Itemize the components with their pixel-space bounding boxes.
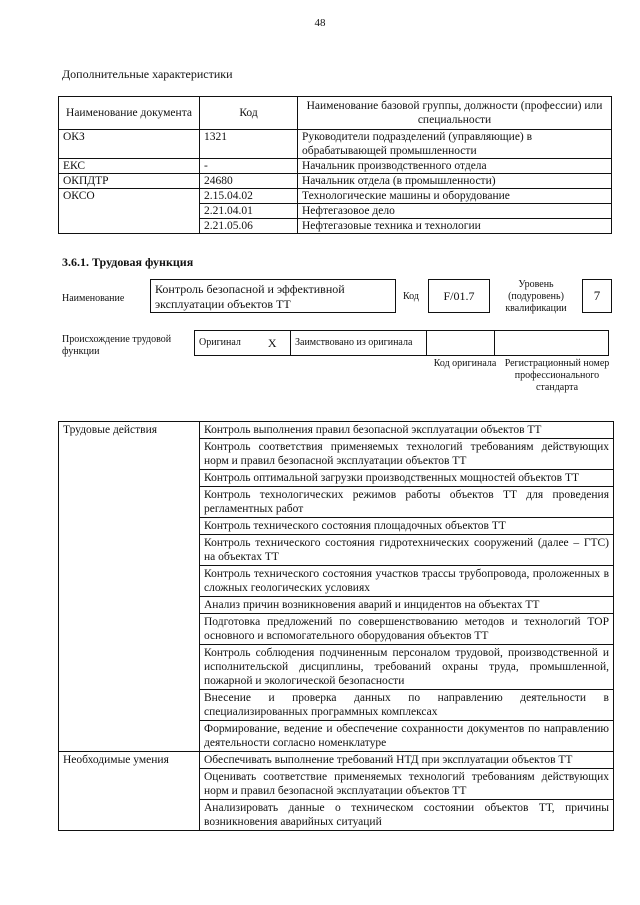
original-label: Оригинал xyxy=(195,331,255,356)
group-name-cell: Руководители подразделений (управляющие) в обрабатывающей промышленности xyxy=(298,130,612,159)
code-original-cell xyxy=(427,331,495,356)
document-cell: ОКСО xyxy=(59,189,200,204)
extra-characteristics-title: Дополнительные характеристики xyxy=(62,67,233,81)
table-row xyxy=(59,752,614,769)
code-cell: - xyxy=(200,159,298,174)
table-row xyxy=(59,130,612,159)
table-row xyxy=(59,159,612,174)
code-cell: 24680 xyxy=(200,174,298,189)
reg-number-cell xyxy=(495,331,609,356)
header-group-name: Наименование базовой группы, должности (профессии) или специальности xyxy=(298,97,612,130)
list-item: Контроль оптимальной загрузки производственных мощностей объектов ТТ xyxy=(200,470,614,487)
group-label: Необходимые умения xyxy=(59,752,200,831)
code-original-caption: Код оригинала xyxy=(433,358,497,369)
code-label: Код xyxy=(403,291,419,302)
list-item: Оценивать соответствие применяемых технологий требованиям действующих норм и правил безопасной эксплуатации объектов ТТ xyxy=(200,769,614,800)
table-row xyxy=(59,219,612,234)
list-item: Анализ причин возникновения аварий и инцидентов на объектах ТТ xyxy=(200,597,614,614)
list-item: Подготовка предложений по совершенствованию методов и технологий ТОР основного и вспомогательного оборудования объектов ТТ xyxy=(200,614,614,645)
table-header-row xyxy=(59,97,612,130)
code-cell: 2.21.04.01 xyxy=(200,204,298,219)
header-code: Код xyxy=(200,97,298,130)
extra-characteristics-table xyxy=(58,96,612,234)
level-value: 7 xyxy=(582,279,612,313)
borrowed-label: Заимствовано из оригинала xyxy=(291,331,427,356)
name-label: Наименование xyxy=(62,293,125,304)
list-item: Контроль соблюдения подчиненным персоналом трудовой, производственной и исполнительской дисциплины, требований охраны труда, промышленной, пожарной и экологической безопасности xyxy=(200,645,614,690)
list-item: Контроль выполнения правил безопасной эксплуатации объектов ТТ xyxy=(200,422,614,439)
group-name-cell: Начальник отдела (в промышленности) xyxy=(298,174,612,189)
labor-functions-table xyxy=(58,421,614,831)
document-cell xyxy=(59,204,200,219)
level-label: Уровень (подуровень) квалификации xyxy=(505,279,567,314)
document-cell: ОКЗ xyxy=(59,130,200,159)
list-item: Контроль технического состояния участков трассы трубопровода, проложенных в сложных геологических условиях xyxy=(200,566,614,597)
group-name-cell: Технологические машины и оборудование xyxy=(298,189,612,204)
original-mark: X xyxy=(255,331,291,356)
list-item: Обеспечивать выполнение требований НТД при эксплуатации объектов ТТ xyxy=(200,752,614,769)
group-name-cell: Нефтегазовые техника и технологии xyxy=(298,219,612,234)
group-name-cell: Начальник производственного отдела xyxy=(298,159,612,174)
document-cell: ОКПДТР xyxy=(59,174,200,189)
origin-table xyxy=(194,330,609,356)
code-cell: 2.21.05.06 xyxy=(200,219,298,234)
page-number: 48 xyxy=(314,17,326,29)
function-code-value: F/01.7 xyxy=(428,279,490,313)
code-cell: 1321 xyxy=(200,130,298,159)
list-item: Формирование, ведение и обеспечение сохранности документов по направлению деятельности согласно номенклатуре xyxy=(200,721,614,752)
list-item: Контроль технического состояния гидротехнических сооружений (далее – ГТС) на объектах ТТ xyxy=(200,535,614,566)
list-item: Контроль технологических режимов работы объектов ТТ для проведения регламентных работ xyxy=(200,487,614,518)
group-name-cell: Нефтегазовое дело xyxy=(298,204,612,219)
list-item: Внесение и проверка данных по направлению деятельности в специализированных программных комплексах xyxy=(200,690,614,721)
table-row xyxy=(59,204,612,219)
section-title: 3.6.1. Трудовая функция xyxy=(62,255,194,269)
document-cell: ЕКС xyxy=(59,159,200,174)
function-name-value: Контроль безопасной и эффективной эксплуатации объектов ТТ xyxy=(150,279,396,313)
origin-label: Происхождение трудовой функции xyxy=(62,334,172,357)
list-item: Контроль соответствия применяемых технологий требованиям действующих норм и правил безопасной эксплуатации объектов ТТ xyxy=(200,439,614,470)
header-document: Наименование документа xyxy=(59,97,200,130)
table-row xyxy=(59,189,612,204)
code-cell: 2.15.04.02 xyxy=(200,189,298,204)
list-item: Контроль технического состояния площадочных объектов ТТ xyxy=(200,518,614,535)
reg-number-caption: Регистрационный номер профессионального стандарта xyxy=(504,358,610,393)
group-label: Трудовые действия xyxy=(59,422,200,752)
document-cell xyxy=(59,219,200,234)
list-item: Анализировать данные о техническом состоянии объектов ТТ, причины возникновения аварийных ситуаций xyxy=(200,800,614,831)
table-row xyxy=(59,174,612,189)
table-row xyxy=(59,422,614,439)
